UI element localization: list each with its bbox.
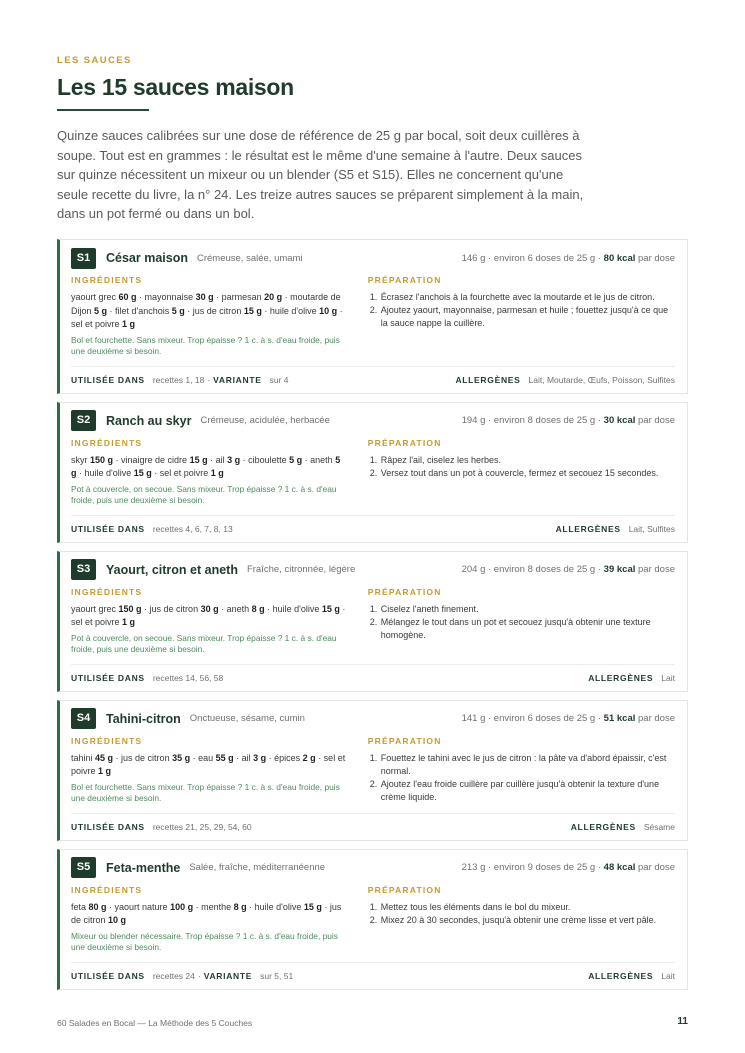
ingredient-name: · menthe (193, 901, 234, 912)
ingredient-quantity: 30 g (200, 603, 219, 614)
step-text: Fouettez le tahini avec le jus de citron : la pâte va d'abord épaissir, c'est normal. (380, 752, 667, 776)
sauce-yield (462, 415, 675, 426)
ingredient-name: · épices (266, 752, 303, 763)
sauce-card-body (71, 438, 675, 507)
sauce-description: Salée, fraîche, méditerranéenne (189, 862, 326, 873)
allergens-label: ALLERGÈNES (555, 523, 621, 534)
ingredient-quantity: 100 g (170, 901, 194, 912)
ingredient-name: skyr (71, 454, 90, 465)
sauce-card-header (71, 246, 675, 270)
sauce-code-badge: S1 (71, 248, 96, 269)
sauce-description: Fraîche, citronnée, légère (246, 564, 356, 575)
kcal-suffix: par dose (635, 862, 675, 873)
used-in-label: UTILISÉE DANS (71, 672, 145, 683)
step-number: 1. (369, 603, 378, 614)
ingredient-quantity: 15 g (133, 468, 152, 478)
ingredients-column (71, 587, 356, 656)
allergens-group (588, 673, 675, 683)
ingredients-list (71, 901, 346, 928)
allergens-group (571, 822, 675, 832)
ingredient-quantity: 2 g (302, 752, 316, 763)
ingredient-name: · vinaigre de cidre (113, 454, 190, 465)
preparation-note: Mixeur ou blender nécessaire. Trop épaisse ? 1 c. à s. d'eau froide, puis une deuxième si besoin. (71, 930, 338, 952)
ingredient-name: · yaourt nature (106, 901, 171, 912)
used-in-value: recettes 1, 18 (152, 374, 205, 385)
ingredients-label: INGRÉDIENTS (71, 437, 143, 448)
used-in-label: UTILISÉE DANS (71, 374, 145, 385)
preparation-step (368, 454, 675, 467)
page-title: Les 15 sauces maison (57, 74, 294, 100)
ingredient-quantity: 15 g (321, 603, 340, 614)
footer-book-title: 60 Salades en Bocal — La Méthode des 5 Couches (57, 1018, 253, 1028)
yield-text: 204 g · environ 8 doses de 25 g · (461, 564, 604, 575)
kcal-suffix: par dose (635, 713, 675, 724)
ingredient-quantity: 45 g (95, 752, 114, 763)
variant-group (195, 971, 293, 981)
sauce-card-body (71, 736, 675, 805)
allergens-label: ALLERGÈNES (455, 374, 521, 385)
preparation-column (368, 736, 675, 805)
step-number: 2. (369, 914, 378, 925)
ingredient-name: · ciboulette (240, 454, 290, 465)
ingredient-name: · parmesan (213, 292, 265, 302)
sauce-card (57, 700, 688, 841)
ingredient-name: · moutarde de Dijon (71, 292, 341, 316)
kcal-value: 80 kcal (603, 252, 636, 264)
kcal-suffix: par dose (635, 252, 675, 264)
preparation-note: Bol et fourchette. Sans mixeur. Trop épaisse ? 1 c. à s. d'eau froide, puis une deuxième si besoin. (71, 781, 340, 803)
ingredient-name: · sel et poivre (71, 305, 343, 329)
preparation-steps (368, 752, 675, 804)
sauce-card-header (71, 856, 675, 880)
preparation-step (368, 603, 675, 616)
sauce-card-footer (71, 366, 675, 387)
ingredient-name: yaourt grec (71, 292, 119, 302)
ingredient-name: · sel et poivre (151, 468, 211, 478)
ingredients-column (71, 736, 356, 805)
variant-separator: · (197, 970, 201, 981)
ingredients-label: INGRÉDIENTS (71, 586, 143, 597)
preparation-step (368, 616, 675, 642)
preparation-step (368, 914, 675, 927)
sauce-description: Crémeuse, acidulée, herbacée (200, 415, 330, 426)
kcal-value: 30 kcal (603, 415, 636, 426)
sauce-card-footer (71, 813, 675, 834)
variant-group (204, 375, 288, 385)
ingredient-quantity: 60 g (118, 292, 137, 302)
step-text: Ajoutez yaourt, mayonnaise, parmesan et huile ; fouettez jusqu'à ce que la sauce nappe la cuillère. (380, 305, 669, 328)
sauce-yield (462, 862, 675, 873)
variant-separator: · (207, 374, 211, 385)
preparation-column (368, 275, 675, 358)
allergens-value: Sésame (643, 821, 675, 832)
sauce-card (57, 402, 688, 543)
preparation-column (368, 438, 675, 507)
preparation-step (368, 304, 675, 330)
ingredient-quantity: 20 g (264, 292, 283, 302)
ingredient-quantity: 5 g (171, 305, 185, 316)
ingredient-name: · jus de citron (71, 901, 342, 925)
preparation-step (368, 778, 675, 804)
ingredient-quantity: 5 g (71, 454, 341, 478)
step-text: Versez tout dans un pot à couvercle, fermez et secouez 15 secondes. (380, 467, 659, 478)
page (57, 0, 688, 1053)
sauce-yield (462, 253, 675, 264)
preparation-column (368, 885, 675, 954)
ingredients-label: INGRÉDIENTS (71, 884, 143, 895)
ingredient-name: · eau (190, 752, 216, 763)
sauce-card-body (71, 275, 675, 358)
sauce-name: Ranch au skyr (106, 413, 192, 428)
step-text: Écrasez l'anchois à la fourchette avec la moutarde et le jus de citron. (380, 292, 655, 302)
preparation-steps (368, 603, 675, 642)
sauce-card-header (71, 409, 675, 433)
ingredient-quantity: 15 g (303, 901, 322, 912)
ingredient-name: · huile d'olive (246, 901, 304, 912)
preparation-label: PRÉPARATION (367, 437, 442, 448)
ingredient-name: · sel et poivre (71, 752, 346, 776)
step-number: 2. (369, 616, 378, 627)
kcal-value: 48 kcal (603, 862, 636, 873)
kcal-value: 39 kcal (603, 564, 636, 575)
sauce-code-badge: S3 (71, 559, 96, 580)
allergens-value: Lait, Sulfites (628, 523, 675, 534)
ingredient-name: tahini (71, 752, 96, 763)
sauce-card-footer (71, 664, 675, 685)
used-in-value: recettes 21, 25, 29, 54, 60 (152, 821, 252, 832)
sauce-card-header (71, 558, 675, 582)
sauce-card-header (71, 707, 675, 731)
ingredient-quantity: 55 g (215, 752, 234, 763)
ingredient-name: · jus de citron (141, 603, 201, 614)
step-text: Mixez 20 à 30 secondes, jusqu'à obtenir une crème lisse et vert pâle. (380, 914, 657, 925)
sauce-yield (462, 564, 675, 575)
section-eyebrow: LES SAUCES (57, 55, 132, 66)
ingredient-quantity: 3 g (253, 752, 267, 763)
sauce-description: Crémeuse, salée, umami (196, 252, 303, 264)
ingredient-name: · mayonnaise (136, 292, 196, 302)
ingredients-column (71, 885, 356, 954)
ingredient-quantity: 5 g (289, 454, 303, 465)
step-number: 1. (369, 901, 378, 912)
ingredient-quantity: 35 g (172, 752, 191, 763)
step-text: Mettez tous les éléments dans le bol du mixeur. (380, 901, 571, 912)
used-in-label: UTILISÉE DANS (71, 821, 145, 832)
kcal-suffix: par dose (635, 564, 675, 575)
sauce-card-body (71, 885, 675, 954)
ingredients-label: INGRÉDIENTS (71, 275, 143, 285)
ingredient-name: · ail (233, 752, 254, 763)
ingredient-quantity: 1 g (122, 319, 136, 329)
step-number: 2. (369, 467, 378, 478)
allergens-group (455, 375, 675, 385)
preparation-label: PRÉPARATION (367, 735, 442, 746)
step-text: Ajoutez l'eau froide cuillère par cuillère jusqu'à obtenir la texture d'une crème liquide. (380, 778, 660, 802)
ingredient-quantity: 30 g (195, 292, 214, 302)
kcal-value: 51 kcal (603, 713, 636, 724)
ingredient-quantity: 1 g (210, 468, 224, 478)
used-in-label: UTILISÉE DANS (71, 523, 145, 534)
allergens-label: ALLERGÈNES (588, 672, 654, 683)
sauce-card-body (71, 587, 675, 656)
allergens-value: Lait (661, 970, 675, 981)
ingredient-name: · ail (207, 454, 228, 465)
sauce-name: Tahini-citron (106, 711, 181, 726)
ingredient-name: · huile d'olive (264, 603, 322, 614)
preparation-step (368, 752, 675, 778)
ingredient-name: yaourt grec (71, 603, 119, 614)
kcal-suffix: par dose (635, 415, 675, 426)
allergens-group (588, 971, 675, 981)
yield-text: 141 g · environ 6 doses de 25 g · (461, 713, 604, 724)
page-number: 11 (677, 1016, 688, 1027)
ingredient-quantity: 8 g (233, 901, 247, 912)
sauce-code-badge: S4 (71, 708, 96, 729)
ingredient-quantity: 15 g (189, 454, 208, 465)
allergens-group (556, 524, 675, 534)
ingredients-label: INGRÉDIENTS (71, 735, 143, 746)
step-text: Râpez l'ail, ciselez les herbes. (380, 454, 502, 465)
sauce-card (57, 849, 688, 990)
sauce-yield (462, 713, 675, 724)
ingredient-quantity: 8 g (251, 603, 265, 614)
ingredients-list (71, 454, 346, 481)
used-in-value: recettes 4, 6, 7, 8, 13 (152, 523, 233, 534)
sauce-name: Yaourt, citron et aneth (106, 562, 238, 577)
variant-label: VARIANTE (203, 970, 253, 981)
yield-text: 194 g · environ 8 doses de 25 g · (461, 415, 604, 426)
ingredient-name: feta (71, 901, 89, 912)
ingredients-column (71, 438, 356, 507)
ingredient-quantity: 150 g (90, 454, 114, 465)
ingredient-quantity: 3 g (227, 454, 241, 465)
yield-text: 146 g · environ 6 doses de 25 g · (461, 252, 604, 264)
preparation-step (368, 901, 675, 914)
ingredient-quantity: 80 g (88, 901, 107, 912)
ingredient-name: · huile d'olive (76, 468, 134, 478)
ingredient-name: · filet d'anchois (107, 305, 172, 316)
preparation-steps (368, 454, 675, 480)
ingredient-quantity: 5 g (94, 305, 108, 316)
variant-label: VARIANTE (213, 374, 262, 385)
sauce-name: César maison (106, 251, 188, 265)
used-in-label: UTILISÉE DANS (71, 970, 145, 981)
ingredients-list (71, 291, 346, 332)
preparation-note: Pot à couvercle, on secoue. Sans mixeur. Trop épaisse ? 1 c. à s. d'eau froide, puis une deuxième si besoin. (71, 483, 337, 505)
ingredient-name: · huile d'olive (261, 305, 320, 316)
step-text: Mélangez le tout dans un pot et secouez jusqu'à obtenir une texture homogène. (380, 616, 651, 640)
ingredient-name: · jus de citron (184, 305, 244, 316)
allergens-value: Lait, Moutarde, Œufs, Poisson, Sulfites (528, 374, 675, 385)
sauce-name: Feta-menthe (106, 860, 181, 875)
step-number: 1. (369, 752, 378, 763)
sauce-card-list (57, 239, 688, 998)
step-text: Ciselez l'aneth finement. (380, 603, 479, 614)
sauce-card (57, 239, 688, 394)
step-number: 1. (369, 292, 378, 302)
step-number: 1. (369, 454, 378, 465)
allergens-label: ALLERGÈNES (588, 970, 654, 981)
used-in-value: recettes 24 (152, 970, 195, 981)
sauce-code-badge: S2 (71, 410, 96, 431)
preparation-steps (368, 901, 675, 927)
sauce-card-footer (71, 962, 675, 983)
yield-text: 213 g · environ 9 doses de 25 g · (461, 862, 604, 873)
title-divider (57, 109, 149, 111)
ingredient-name: · aneth (302, 454, 336, 465)
ingredient-name: · aneth (218, 603, 252, 614)
ingredients-list (71, 752, 346, 779)
ingredient-quantity: 1 g (98, 766, 112, 776)
ingredient-quantity: 1 g (122, 617, 136, 627)
preparation-label: PRÉPARATION (367, 586, 442, 597)
preparation-steps (368, 291, 675, 330)
preparation-label: PRÉPARATION (367, 275, 442, 285)
step-number: 2. (369, 778, 378, 789)
sauce-description: Onctueuse, sésame, cumin (189, 713, 305, 724)
preparation-note: Pot à couvercle, on secoue. Sans mixeur. Trop épaisse ? 1 c. à s. d'eau froide, puis une deuxième si besoin. (71, 632, 337, 654)
preparation-note: Bol et fourchette. Sans mixeur. Trop épaisse ? 1 c. à s. d'eau froide, puis une deuxième si besoin. (71, 334, 340, 356)
allergens-value: Lait (661, 672, 675, 683)
sauce-card (57, 551, 688, 692)
ingredient-quantity: 10 g (108, 915, 127, 925)
variant-value: sur 4 (269, 374, 289, 385)
preparation-column (368, 587, 675, 656)
allergens-label: ALLERGÈNES (570, 821, 636, 832)
step-number: 2. (369, 305, 378, 315)
ingredients-column (71, 275, 356, 358)
ingredient-quantity: 15 g (243, 305, 262, 316)
ingredient-quantity: 10 g (319, 305, 338, 316)
ingredient-quantity: 150 g (118, 603, 142, 614)
variant-value: sur 5, 51 (260, 970, 294, 981)
preparation-step (368, 291, 675, 304)
used-in-value: recettes 14, 56, 58 (152, 672, 224, 683)
ingredients-list (71, 603, 346, 630)
preparation-label: PRÉPARATION (367, 884, 442, 895)
ingredient-name: · sel et poivre (71, 603, 346, 627)
preparation-step (368, 467, 675, 480)
sauce-card-footer (71, 515, 675, 536)
sauce-code-badge: S5 (71, 857, 96, 878)
ingredient-name: · jus de citron (113, 752, 173, 763)
intro-paragraph: Quinze sauces calibrées sur une dose de référence de 25 g par bocal, soit deux cuillères à soupe. Tout est en grammes : le résultat est le même d'une semaine à l'autre. Deux sauces sur quinze nécessitent un mixeur ou un blender (S5 et S15). Elles ne concernent qu'une seule recette du livre, la n° 24. Les treize autres sauces se préparent simplement à la main, dans un pot fermé ou dans un bol. (57, 128, 584, 222)
